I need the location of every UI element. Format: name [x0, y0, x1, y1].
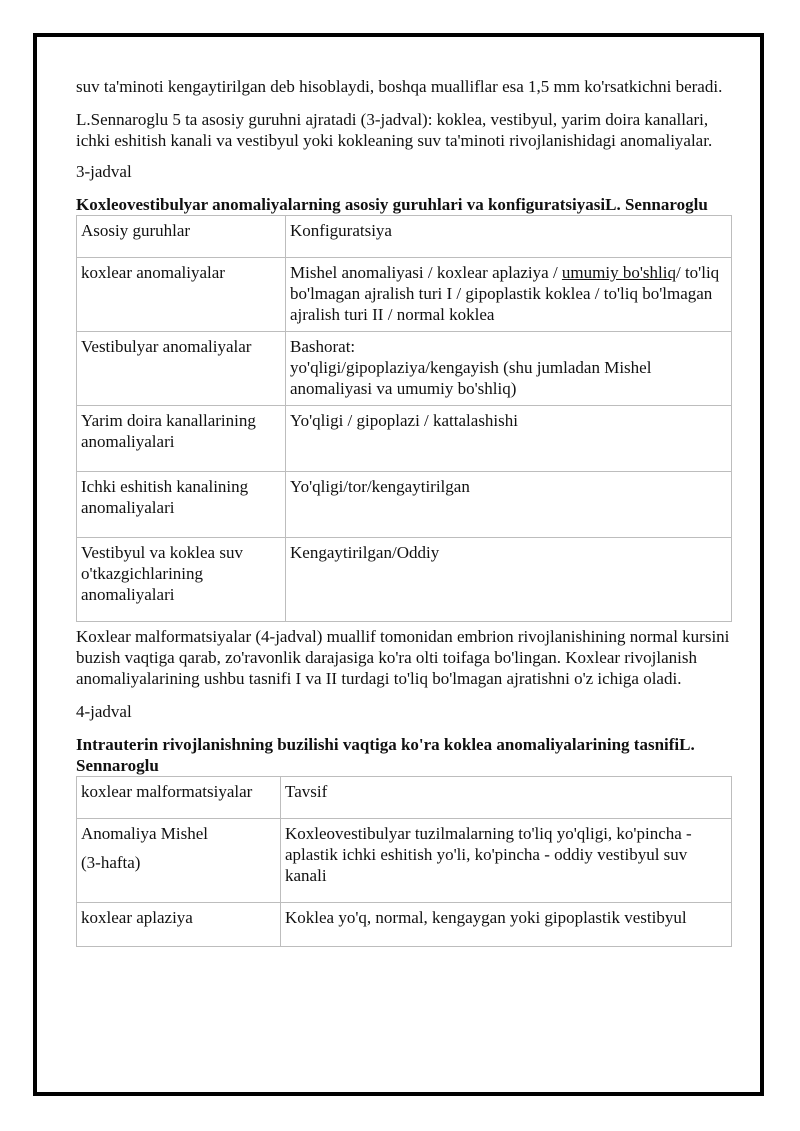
underlined-text: umumiy bo'shliq — [561, 263, 676, 282]
table-header-cell: koxlear malformatsiyalar — [77, 777, 281, 819]
table-row — [77, 777, 732, 819]
paragraph-2: L.Sennaroglu 5 ta asosiy guruhni ajratadi (3-jadval): koklea, vestibyul, yarim doira kanallari, ichki eshitish kanali va vestibyul yoki kokleaning suv ta'minoti rivojlanishidagi anomaliyalar. — [76, 110, 713, 150]
table-row — [77, 538, 732, 622]
document-content — [76, 76, 732, 947]
table-row — [77, 472, 732, 538]
table-3-label: 3-jadval — [76, 162, 132, 181]
paragraph-1: suv ta'minoti kengaytirilgan deb hisoblaydi, boshqa mualliflar esa 1,5 mm ko'rsatkichni beradi. — [76, 77, 723, 96]
table-cell — [286, 332, 732, 406]
table-row — [77, 819, 732, 903]
cell-text: Mishel anomaliyasi / koxlear aplaziya / — [290, 263, 562, 282]
table-4-title: Intrauterin rivojlanishning buzilishi vaqtiga ko'ra koklea anomaliyalarining tasnifiL. Sennaroglu — [76, 735, 695, 775]
table-row — [77, 332, 732, 406]
table-header-cell: Tavsif — [281, 777, 732, 819]
cell-line: Bashorat: — [290, 337, 356, 356]
table-header-cell: Konfiguratsiya — [286, 216, 732, 258]
table-cell: Koklea yo'q, normal, kengaygan yoki gipoplastik vestibyul — [281, 903, 732, 947]
table-4-label: 4-jadval — [76, 702, 132, 721]
table-cell: Yarim doira kanallarining anomaliyalari — [77, 406, 286, 472]
table-3-title: Koxleovestibulyar anomaliyalarning asosiy guruhlari va konfiguratsiyasiL. Sennaroglu — [76, 195, 708, 214]
table-cell: koxlear aplaziya — [77, 903, 281, 947]
table-row — [77, 216, 732, 258]
table-cell: Yo'qligi/tor/kengaytirilgan — [286, 472, 732, 538]
cell-line: Anomaliya Mishel — [81, 824, 209, 843]
table-row — [77, 258, 732, 332]
table-cell: Vestibulyar anomaliyalar — [77, 332, 286, 406]
table-cell — [77, 819, 281, 903]
table-cell: koxlear anomaliyalar — [77, 258, 286, 332]
cell-line: yo'qligi/gipoplaziya/kengayish (shu jumladan Mishel anomaliyasi va umumiy bo'shliq) — [290, 358, 652, 398]
paragraph-3: Koxlear malformatsiyalar (4-jadval) muallif tomonidan embrion rivojlanishining normal kursini buzish vaqtiga qarab, zo'ravonlik darajasiga ko'ra olti toifaga bo'lingan. Koxlear rivojlanish anomaliyalarining ushbu tasnifi I va II turdagi to'liq bo'lmagan ajratishni o'z ichiga oladi. — [76, 627, 730, 688]
table-3 — [76, 215, 732, 622]
table-header-cell: Asosiy guruhlar — [77, 216, 286, 258]
table-cell — [286, 258, 732, 332]
table-cell: Ichki eshitish kanalining anomaliyalari — [77, 472, 286, 538]
table-row — [77, 406, 732, 472]
cell-text: / to'liq bo'lmagan ajralish turi I / gipoplastik koklea / to'liq bo'lmagan ajralish turi II / normal koklea — [290, 263, 720, 324]
table-4 — [76, 776, 732, 947]
cell-line: (3-hafta) — [81, 853, 141, 872]
table-cell: Kengaytirilgan/Oddiy — [286, 538, 732, 622]
table-cell: Vestibyul va koklea suv o'tkazgichlarining anomaliyalari — [77, 538, 286, 622]
table-row — [77, 903, 732, 947]
table-cell: Koxleovestibulyar tuzilmalarning to'liq yo'qligi, ko'pincha - aplastik ichki eshitish yo'li, ko'pincha - oddiy vestibyul suv kanali — [281, 819, 732, 903]
table-cell: Yo'qligi / gipoplazi / kattalashishi — [286, 406, 732, 472]
